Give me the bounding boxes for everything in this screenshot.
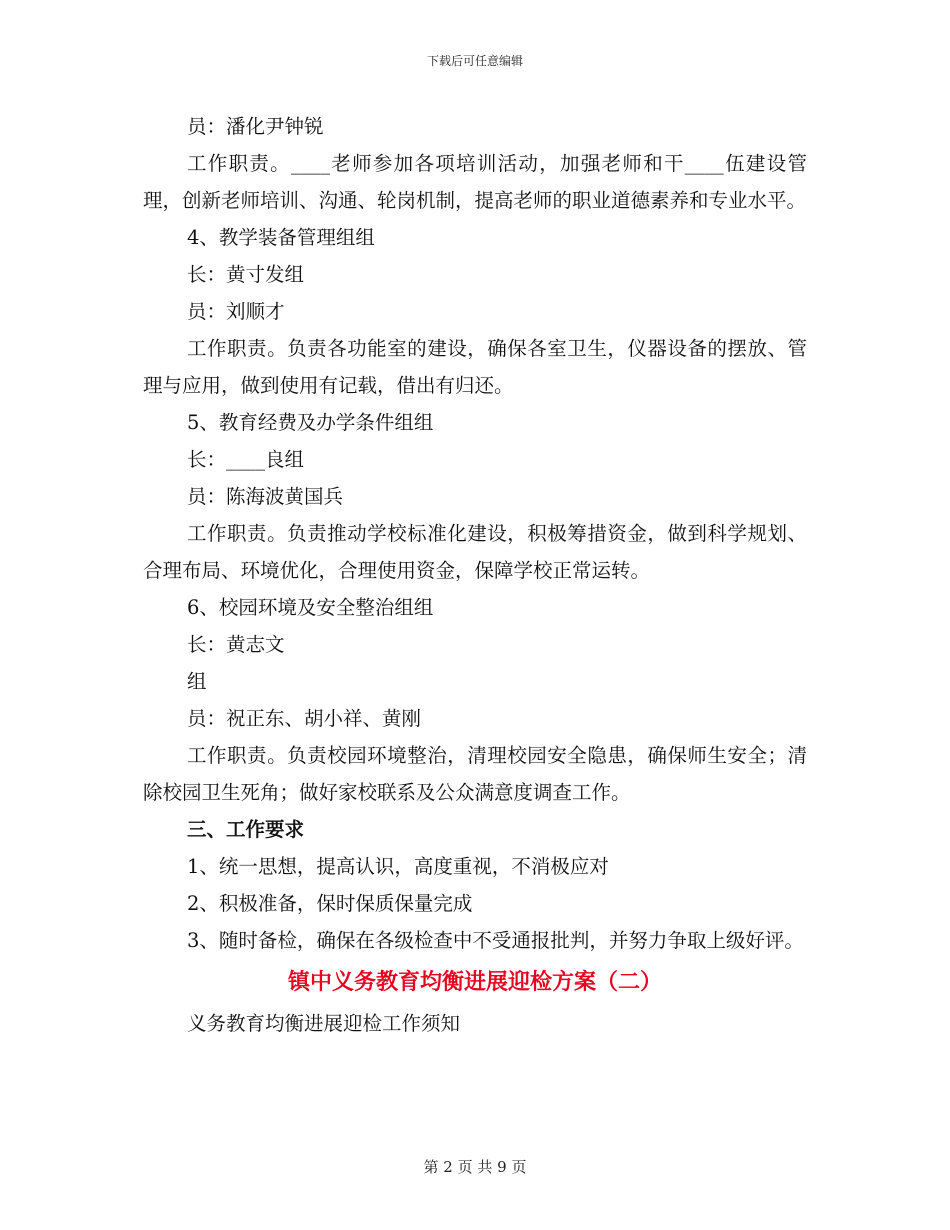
paragraph: 组: [187, 670, 207, 693]
paragraph: 工作职责。负责各功能室的建设，确保各室卫生，仪器设备的摆放、管理与应用，做到使用有记载，借出有归还。: [143, 337, 807, 397]
paragraph: 4、教学装备管理组组: [187, 226, 375, 249]
paragraph: 员：潘化尹钟锐: [187, 115, 324, 138]
paragraph: 工作职责。负责校园环境整治，清理校园安全隐患，确保师生安全；清除校园卫生死角；做好家校联系及公众满意度调查工作。: [143, 744, 807, 804]
paragraph: 1、统一思想，提高认识，高度重视，不消极应对: [187, 855, 609, 878]
document-body: [143, 108, 807, 1042]
paragraph: 3、随时备检，确保在各级检查中不受通报批判，并努力争取上级好评。: [187, 929, 804, 952]
paragraph: 长：黄志文: [187, 633, 285, 656]
paragraph: 6、校园环境及安全整治组组: [187, 596, 434, 619]
page-number: 第 2 页 共 9 页: [423, 1158, 527, 1176]
paragraph: 长：____良组: [187, 448, 305, 471]
paragraph: 工作职责。____老师参加各项培训活动，加强老师和干____伍建设管理，创新老师培训、沟通、轮岗机制，提高老师的职业道德素养和专业水平。: [143, 152, 807, 212]
paragraph: 员：刘顺才: [187, 300, 285, 323]
paragraph: 工作职责。负责推动学校标准化建设，积极筹措资金，做到科学规划、合理布局、环境优化，合理使用资金，保障学校正常运转。: [143, 522, 807, 582]
paragraph: 长：黄寸发组: [187, 263, 305, 286]
document-title: 镇中义务教育均衡进展迎检方案（二）: [287, 969, 662, 995]
section-heading: 三、工作要求: [187, 818, 305, 841]
paragraph: 2、积极准备，保时保质保量完成: [187, 892, 473, 915]
page-header: 下载后可任意编辑: [426, 54, 523, 68]
paragraph: 员：祝正东、胡小祥、黄刚: [187, 707, 422, 730]
paragraph: 5、教育经费及办学条件组组: [187, 411, 434, 434]
paragraph: 义务教育均衡进展迎检工作须知: [187, 1012, 461, 1035]
paragraph: 员：陈海波黄国兵: [187, 485, 344, 508]
